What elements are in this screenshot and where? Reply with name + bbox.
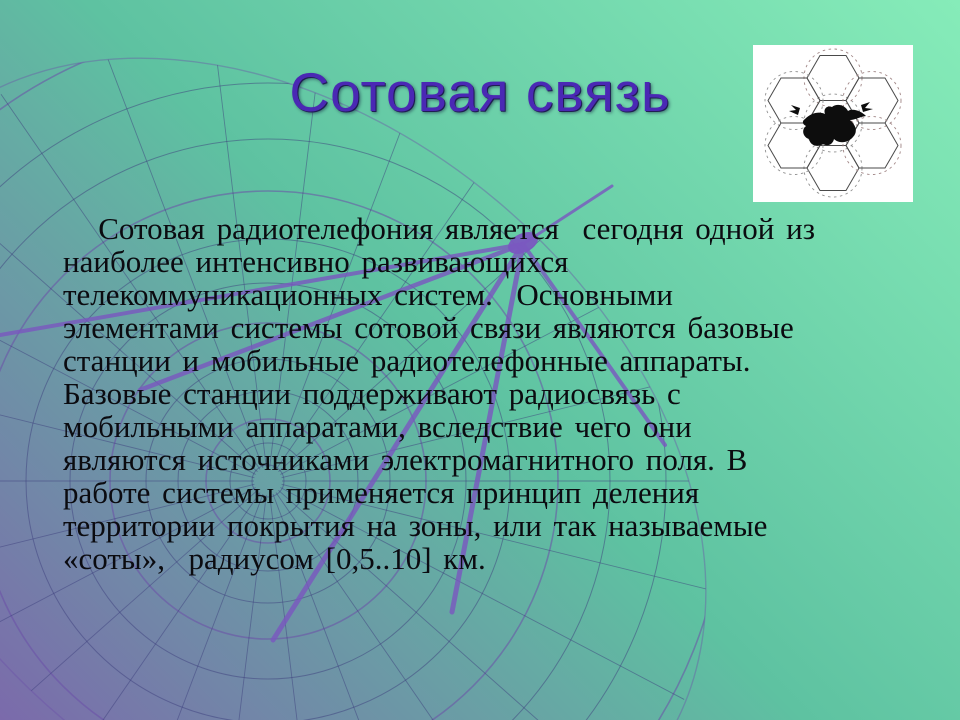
body-text-line: наиболее интенсивно развивающихся <box>63 244 569 279</box>
body-text-block <box>63 212 923 575</box>
body-text-line: Базовые станции поддерживают радиосвязь с <box>63 376 681 411</box>
center-antenna-mark <box>789 102 873 146</box>
body-text-line: телекоммуникационных систем. Основными <box>63 277 673 312</box>
cell-diagram-image <box>753 45 913 202</box>
body-text-line: элементами системы сотовой связи являются базовые <box>63 310 794 345</box>
honeycomb-cells-icon <box>753 45 913 202</box>
body-text-line: станции и мобильные радиотелефонные аппараты. <box>63 343 751 378</box>
body-text-line: Сотовая радиотелефония является сегодня одной из <box>63 211 815 246</box>
body-text-line: территории покрытия на зоны, или так называемые <box>63 508 768 543</box>
body-text-line: являются источниками электромагнитного поля. В <box>63 442 748 477</box>
body-text-line: мобильными аппаратами, вследствие чего они <box>63 409 692 444</box>
slide-title: Сотовая связь <box>289 61 671 123</box>
body-text-line: работе системы применяется принцип деления <box>63 475 700 510</box>
body-text-line: «соты», радиусом [0,5..10] км. <box>63 541 486 576</box>
